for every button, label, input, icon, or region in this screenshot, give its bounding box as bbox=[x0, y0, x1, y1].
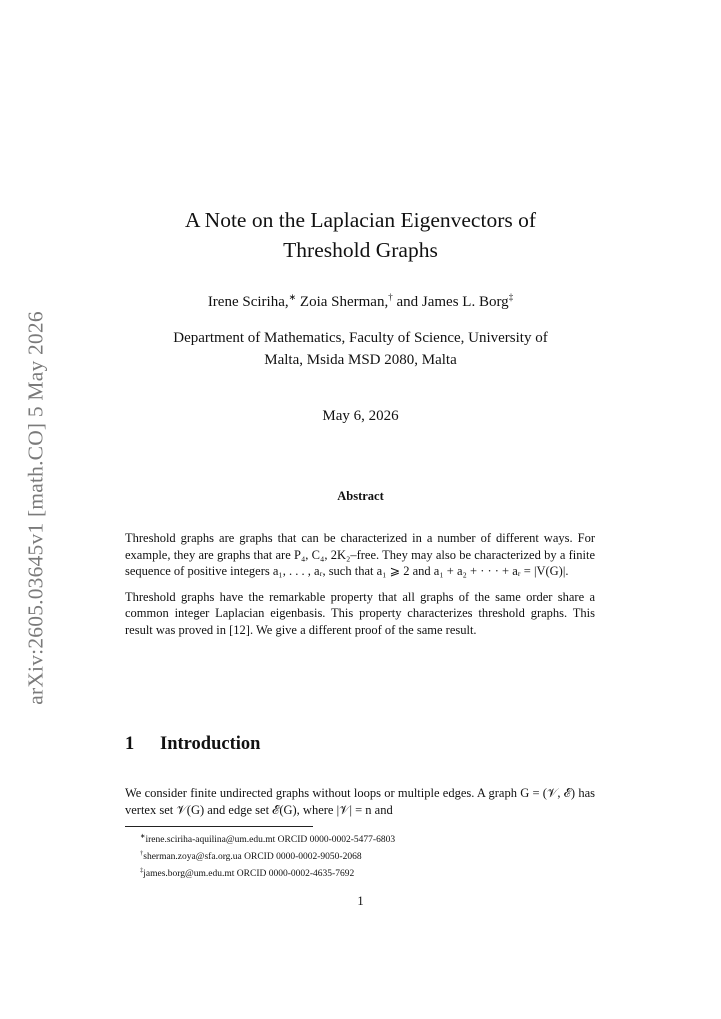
author-3-footnote-mark[interactable]: ‡ bbox=[508, 292, 514, 302]
paper-title bbox=[0, 205, 721, 265]
author-2-footnote-mark[interactable]: † bbox=[388, 292, 393, 302]
footnote-separator bbox=[125, 826, 313, 827]
title-line-2: Threshold Graphs bbox=[283, 238, 438, 262]
footnote-3-mark: ‡ bbox=[140, 867, 144, 875]
section-heading bbox=[125, 734, 260, 755]
arxiv-identifier-stamp: arXiv:2605.03645v1 [math.CO] 5 May 2026 bbox=[23, 311, 48, 705]
paper-date: May 6, 2026 bbox=[322, 408, 399, 424]
footnote-2-mark: † bbox=[140, 850, 144, 858]
footnote-1-mark: ∗ bbox=[140, 833, 146, 840]
footnote-2 bbox=[140, 847, 600, 864]
title-line-1: A Note on the Laplacian Eigenvectors of bbox=[184, 208, 537, 232]
page-number: 1 bbox=[357, 894, 364, 908]
affiliation-line-2: Malta, Msida MSD 2080, Malta bbox=[264, 352, 457, 368]
abstract-heading: Abstract bbox=[337, 489, 384, 503]
abstract-paragraph-1: Threshold graphs are graphs that can be characterized in a number of different ways. For example, they are graphs that are P₄, C₄, 2K₂–free. They may also be characterized by a finite sequence of positive integers a₁, . . . , aᵣ, such that a₁ ⩾ 2 and a₁ + a₂ + · · · + aᵣ = |V(G)|. bbox=[125, 531, 595, 579]
section-title: Introduction bbox=[160, 734, 261, 754]
footnotes bbox=[140, 830, 600, 881]
author-1-footnote-mark[interactable]: ∗ bbox=[288, 292, 297, 302]
abstract-body bbox=[125, 530, 595, 648]
author-1: Irene Sciriha, bbox=[207, 294, 289, 310]
introduction-paragraph: We consider finite undirected graphs without loops or multiple edges. A graph G = (𝒱, ℰ) has vertex set 𝒱(G) and edge set ℰ(G), where |𝒱| = n and bbox=[125, 786, 595, 817]
footnote-1-text: irene.sciriha-aquilina@um.edu.mt ORCID 0000-0002-5477-6803 bbox=[145, 835, 396, 846]
author-2: Zoia Sherman, bbox=[296, 294, 389, 310]
abstract-paragraph-2: Threshold graphs have the remarkable property that all graphs of the same order share a common integer Laplacian eigenbasis. This property characterizes threshold graphs. This result was proved in [12]. We give a different proof of the same result. bbox=[125, 589, 595, 637]
author-list bbox=[0, 292, 721, 311]
footnote-2-text: sherman.zoya@sfa.org.ua ORCID 0000-0002-9050-2068 bbox=[143, 852, 362, 863]
section-number: 1 bbox=[125, 734, 135, 754]
footnote-3 bbox=[140, 864, 600, 881]
footnote-1 bbox=[140, 830, 600, 847]
affiliation-line-1: Department of Mathematics, Faculty of Science, University of bbox=[173, 330, 548, 346]
affiliation bbox=[0, 327, 721, 371]
footnote-3-text: james.borg@um.edu.mt ORCID 0000-0002-4635-7692 bbox=[143, 869, 355, 880]
introduction-text bbox=[125, 785, 595, 818]
author-3: and James L. Borg bbox=[392, 294, 509, 310]
